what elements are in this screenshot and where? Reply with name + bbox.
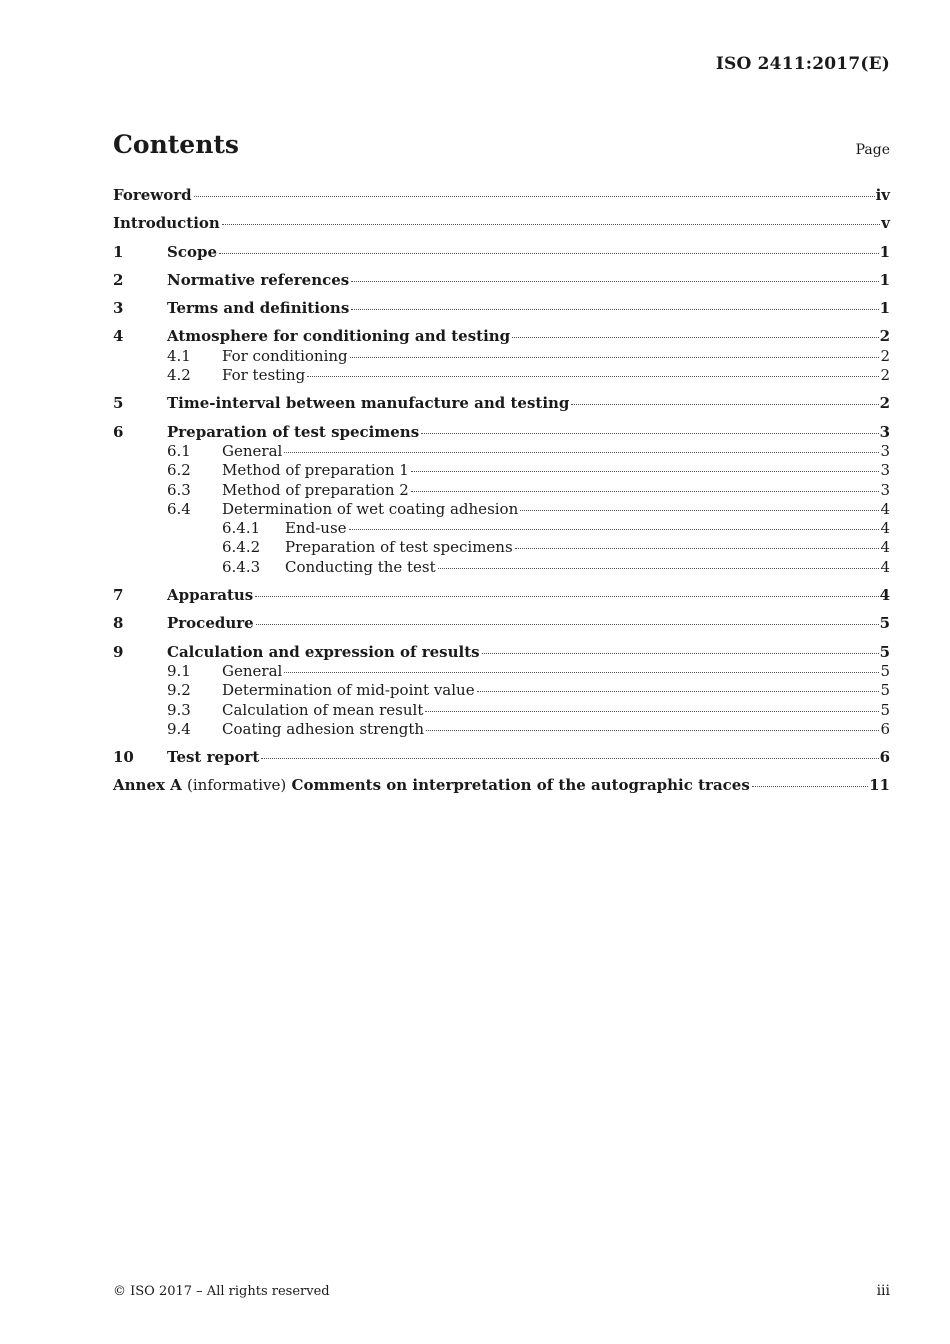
toc-entry-page: 1	[879, 270, 890, 289]
toc-entry-calculation-results[interactable]	[113, 643, 890, 662]
toc-entry-time-interval[interactable]	[113, 394, 890, 413]
toc-entry-page: v	[881, 214, 890, 233]
toc-entry-title: Determination of mid-point value	[222, 681, 475, 700]
toc-entry-wet-coating-adhesion[interactable]	[113, 500, 890, 519]
toc-entry-number: 6.4.3	[222, 557, 261, 576]
annex-label: Annex A	[113, 776, 182, 795]
dot-leader	[512, 337, 878, 338]
toc-entry-procedure[interactable]	[113, 614, 890, 633]
toc-entry-number: 10	[113, 748, 134, 767]
toc-entry-page: 4	[879, 586, 890, 605]
toc-entry-number: 4.1	[167, 346, 191, 365]
toc-entry-foreword[interactable]	[113, 186, 890, 205]
toc-entry-title: Introduction	[113, 214, 220, 233]
toc-entry-number: 6.3	[167, 480, 191, 499]
dot-leader	[520, 510, 879, 511]
toc-entry-page: 5	[880, 700, 890, 719]
dot-leader	[351, 281, 878, 282]
toc-entry-title: Calculation of mean result	[222, 700, 424, 719]
dot-leader	[194, 196, 875, 197]
dot-leader	[284, 672, 879, 673]
toc-entry-annex-a[interactable]	[113, 776, 890, 795]
table-of-contents	[113, 184, 890, 796]
toc-entry-apparatus[interactable]	[113, 586, 890, 605]
toc-entry-page: 1	[879, 299, 890, 318]
toc-entry-page: 2	[880, 366, 890, 385]
dot-leader	[256, 624, 879, 625]
toc-entry-number: 4	[113, 327, 124, 346]
toc-entry-number: 8	[113, 614, 124, 633]
toc-entry-page: 3	[879, 422, 890, 441]
toc-entry-title: General	[222, 441, 283, 460]
dot-leader	[426, 730, 879, 731]
toc-entry-page: 1	[879, 242, 890, 261]
toc-entry-scope[interactable]	[113, 243, 890, 262]
toc-entry-number: 6.1	[167, 441, 191, 460]
toc-entry-number: 9.4	[167, 719, 191, 738]
toc-entry-title: Foreword	[113, 186, 192, 204]
toc-entry-title: Preparation of test specimens	[167, 422, 420, 441]
toc-entry-mean-result[interactable]	[113, 701, 890, 720]
toc-entry-title: Determination of wet coating adhesion	[222, 499, 519, 518]
toc-entry-for-conditioning[interactable]	[113, 347, 890, 366]
toc-entry-page: 2	[879, 394, 890, 413]
toc-entry-test-report[interactable]	[113, 748, 890, 767]
toc-entry-end-use[interactable]	[113, 519, 890, 538]
annex-title-text: Comments on interpretation of the autographic traces	[291, 776, 750, 795]
toc-entry-page: 6	[879, 748, 890, 767]
dot-leader	[222, 224, 880, 225]
toc-entry-page: 5	[880, 661, 890, 680]
toc-entry-page: 6	[880, 719, 890, 738]
toc-entry-general-9[interactable]	[113, 662, 890, 681]
toc-entry-page: 11	[869, 776, 890, 795]
toc-entry-normative-references[interactable]	[113, 271, 890, 290]
annex-type: (informative)	[187, 776, 287, 795]
dot-leader	[425, 711, 879, 712]
dot-leader	[350, 357, 880, 358]
toc-entry-method-1[interactable]	[113, 461, 890, 480]
toc-entry-preparation-specimens[interactable]	[113, 423, 890, 442]
toc-entry-number: 6	[113, 422, 124, 441]
dot-leader	[515, 548, 880, 549]
toc-entry-page: 2	[879, 327, 890, 346]
toc-entry-preparation-test-specimens[interactable]	[113, 538, 890, 557]
toc-entry-number: 7	[113, 586, 124, 605]
toc-entry-title: Apparatus	[167, 586, 254, 605]
toc-entry-title: Preparation of test specimens	[285, 538, 513, 557]
toc-annex-title	[113, 776, 750, 795]
dot-leader	[411, 471, 880, 472]
toc-entry-title: Coating adhesion strength	[222, 719, 425, 738]
toc-entry-title: Procedure	[167, 614, 254, 633]
dot-leader	[477, 691, 880, 692]
toc-entry-title: Method of preparation 1	[222, 461, 409, 480]
toc-entry-title: Scope	[167, 242, 218, 261]
toc-entry-number: 9.2	[167, 681, 191, 700]
dot-leader	[571, 404, 878, 405]
toc-entry-title: End-use	[285, 519, 347, 538]
toc-entry-number: 2	[113, 270, 124, 289]
dot-leader	[421, 433, 878, 434]
toc-entry-number: 6.4.2	[222, 538, 261, 557]
toc-entry-page: 4	[880, 538, 890, 557]
toc-entry-page: 3	[880, 441, 890, 460]
footer-page-number: iii	[876, 1283, 890, 1299]
dot-leader	[411, 491, 880, 492]
toc-entry-adhesion-strength[interactable]	[113, 720, 890, 739]
toc-entry-atmosphere[interactable]	[113, 327, 890, 346]
toc-entry-method-2[interactable]	[113, 481, 890, 500]
toc-entry-number: 9.3	[167, 700, 191, 719]
toc-entry-conducting-test[interactable]	[113, 558, 890, 577]
contents-heading: Contents	[113, 130, 240, 159]
toc-entry-title: Normative references	[167, 270, 350, 289]
toc-entry-number: 1	[113, 242, 124, 261]
dot-leader	[219, 253, 879, 254]
toc-entry-number: 9.1	[167, 661, 191, 680]
dot-leader	[261, 758, 878, 759]
toc-entry-title: General	[222, 661, 283, 680]
toc-entry-number: 4.2	[167, 366, 191, 385]
dot-leader	[284, 452, 879, 453]
toc-entry-title: Calculation and expression of results	[167, 642, 480, 661]
toc-entry-page: 5	[880, 681, 890, 700]
toc-entry-terms-definitions[interactable]	[113, 299, 890, 318]
toc-entry-for-testing[interactable]	[113, 366, 890, 385]
toc-entry-page: 2	[880, 346, 890, 365]
dot-leader	[351, 309, 878, 310]
toc-entry-title: Terms and definitions	[167, 299, 350, 318]
toc-entry-page: 4	[880, 557, 890, 576]
toc-entry-number: 6.2	[167, 461, 191, 480]
toc-entry-page: iv	[875, 186, 890, 204]
toc-entry-mid-point-value[interactable]	[113, 681, 890, 700]
toc-entry-title: Atmosphere for conditioning and testing	[167, 327, 511, 346]
dot-leader	[752, 786, 868, 787]
toc-entry-page: 3	[880, 461, 890, 480]
toc-entry-title: For conditioning	[222, 346, 348, 365]
toc-entry-title: Conducting the test	[285, 557, 436, 576]
toc-entry-title: Method of preparation 2	[222, 480, 409, 499]
copyright-notice: © ISO 2017 – All rights reserved	[113, 1284, 330, 1299]
dot-leader	[438, 568, 880, 569]
dot-leader	[307, 376, 879, 377]
page-column-label: Page	[855, 142, 890, 158]
toc-entry-page: 4	[880, 499, 890, 518]
toc-entry-number: 6.4	[167, 499, 191, 518]
dot-leader	[349, 529, 880, 530]
toc-entry-page: 5	[879, 642, 890, 661]
toc-entry-page: 4	[880, 519, 890, 538]
toc-entry-title: Test report	[167, 748, 260, 767]
toc-entry-introduction[interactable]	[113, 214, 890, 233]
toc-entry-number: 5	[113, 394, 124, 413]
dot-leader	[255, 596, 878, 597]
toc-entry-number: 3	[113, 299, 124, 318]
toc-entry-number: 9	[113, 642, 124, 661]
toc-entry-page: 5	[879, 614, 890, 633]
toc-entry-number: 6.4.1	[222, 519, 261, 538]
dot-leader	[482, 653, 879, 654]
document-id: ISO 2411:2017(E)	[715, 54, 890, 74]
toc-entry-general[interactable]	[113, 442, 890, 461]
toc-entry-title: Time-interval between manufacture and testing	[167, 394, 570, 413]
toc-entry-page: 3	[880, 480, 890, 499]
toc-entry-title: For testing	[222, 366, 306, 385]
